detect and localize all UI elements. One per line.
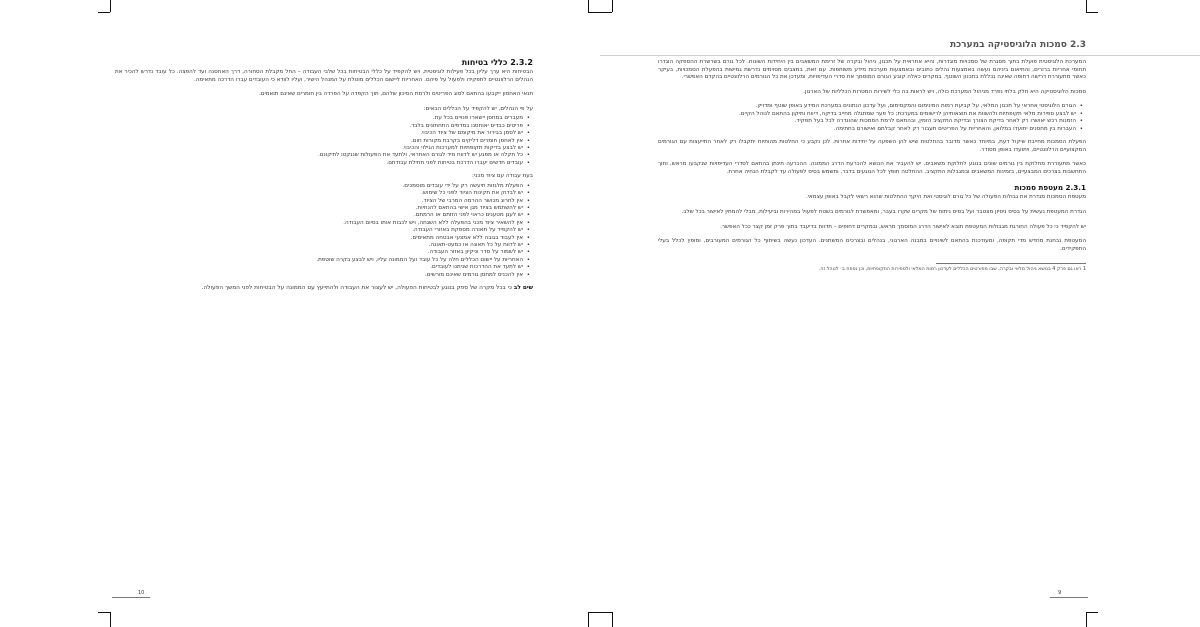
list-item: • העברות בין מחסנים יתועדו במלואן, והאחריות על הפריטים תעבור רק לאחר קבלתם ואישורם בחתימה. <box>658 126 1076 133</box>
list-item: • אין לעבוד בגובה ללא אמצעי אבטחה מתאימים. <box>115 235 523 242</box>
note-paragraph <box>115 285 533 293</box>
list-item: • כל תקלה או מפגע יש לדווח מיד לגורם האחראי, ולתעד את הפעולות שננקטו לתיקונם. <box>115 152 523 159</box>
list-item: • יש לדווח על כל תאונה או כמעט-תאונה. <box>115 242 523 249</box>
quote-paragraph: סמכות הלוגיסטיקה היא חלק בלתי נפרד מניהול המערכת כולה, ויש לראות בה כלי לשירות המטרות הכלליות של הארגון. <box>803 88 1086 95</box>
list-item: • יש לבדוק את תקינות הציוד לפני כל שימוש. <box>115 190 523 197</box>
left-page <box>115 58 533 300</box>
folio-rule-left <box>112 597 150 598</box>
body-paragraph: כאשר מתעוררת מחלוקת בין גורמים שונים בנוגע לחלוקת משאבים, יש להעביר את הנושא להכרעת הדרג הממונה. ההכרעה תינתן בהתאם לסדרי העדיפויות שנקבעו מראש, ותוך התחשבות בצרכים המבצעיים, בזמינות המשאבים ובמגבלות התקציב. ההחלטה תופץ לכל הנוגעים בדבר, ותשמש בסיס לפעולה עד לקבלת הנחיה אחרת. <box>658 161 1086 175</box>
list-item: • אין לאחסן חומרים דליקים בקרבת מקורות חום. <box>115 138 523 145</box>
list-item: • יש לסמן בבירור את מיקומם של ציוד הכיבוי. <box>115 130 523 137</box>
subsection-title: 2.3.1 מעטפת סמכות <box>1014 183 1086 193</box>
folio-right: 9 <box>1058 590 1062 596</box>
list-item: • הזמנות רכש יאושרו רק לאחר בדיקת הצורך ובדיקת התקציב הזמין, ובהתאם לרמת הסמכות שהוגדרה לכל בעל תפקיד. <box>658 118 1076 125</box>
list-item: • אין להשאיר ציוד מכני בהפעלה ללא השגחה, ויש לכבות אותו בסיום העבודה. <box>115 220 523 227</box>
crop-mark-top-center-v2 <box>612 0 613 12</box>
crop-mark-bottom-center-v1 <box>588 612 589 627</box>
crop-mark-bottom-center <box>588 612 612 613</box>
note-text: כי בכל מקרה של ספק בנוגע לבטיחות הפעולה, יש לעצור את העבודה ולהתייעץ עם הממונה על הבטיחות לפני המשך הפעולה. <box>201 285 512 292</box>
body-paragraph: יש להקפיד כי כל פעולה החורגת מגבולות המעטפת תובא לאישור הדרג המוסמך מראש, ובמקרים דחופים – תדווח בדיעבד בתוך פרק זמן קצר ככל האפשר. <box>720 223 1086 230</box>
list-item: • מעברים במחסן יישארו פנויים בכל עת. <box>115 115 523 122</box>
folio-rule-right <box>1050 597 1088 598</box>
section-title: 2.3.2 כללי בטיחות <box>461 58 533 67</box>
crop-mark-bottom-right-v <box>1086 612 1087 627</box>
list-item: • עובדים חדשים יעברו הדרכת בטיחות לפני תחילת עבודתם. <box>115 160 523 167</box>
right-bullet-list <box>658 103 1086 133</box>
left-bullet-list-1 <box>115 115 533 167</box>
crop-mark-top-right-v <box>1086 0 1087 12</box>
list-item: • יש להשתמש בציוד מגן אישי בהתאם להנחיות. <box>115 205 523 212</box>
list-item: • יש לבצע ספירות מלאי תקופתיות ולהשוות את תוצאותיהן לרישומים במערכת; כל פער שמתגלה מחייב בדיקה, דיווח ותיקון בהתאם לנוהל הקיים. <box>658 111 1076 118</box>
body-paragraph: הגדרת המעטפת נעשית על בסיס ניסיון מצטבר ועל בסיס ניתוח של מקרים שקרו בעבר, ומאפשרת לגורמים בשטח לפעול במהירות וביעילות, מבלי להמתין לאישור בכל שלב. <box>681 208 1086 215</box>
crop-mark-top-right-h <box>1086 12 1098 13</box>
body-paragraph: הבטיחות היא ערך עליון בכל פעילות לוגיסטית, ויש להקפיד על כללי הבטיחות בכל שלבי העבודה – החל מקבלת הסחורה, דרך האחסנה ועד להפצה. כל עובד נדרש להכיר את הנהלים הרלוונטיים לתפקידו ולפעול על פיהם. האחריות ליישום הכללים מוטלת על המנהל הישיר, ועליו לוודא כי העובדים עברו הדרכה מתאימה. <box>115 69 533 83</box>
list-item: • יש לבצע בדיקות תקופתיות למערכות הגילוי והכיבוי. <box>115 145 523 152</box>
body-paragraph: מעטפת הסמכות מגדרת את גבולות הפעולה של כל גורם לוגיסטי ואת היקף ההחלטות שהוא רשאי לקבל באופן עצמאי. <box>806 194 1086 201</box>
crop-mark-bottom-left-v <box>110 612 111 627</box>
body-paragraph: הפעלת הסמכות מחייבת שיקול דעת, במיוחד כאשר מדובר בהחלטות שיש להן השפעה על יחידות אחרות. לכן נקבע כי החלטות מהותיות יתקבלו רק לאחר התייעצות עם הגורמים המקצועיים הרלוונטיים, ויתועדו באופן מסודר. <box>658 139 1086 153</box>
note-label: שים לב <box>513 285 533 292</box>
list-item: • יש לתעד את ההדרכות שניתנו לעובדים. <box>115 264 523 271</box>
body-paragraph: תנאי האחסון ייקבעו בהתאם לסוג הפריטים ולרמת הסיכון שלהם, תוך הקפדה על הפרדה בין חומרים שאינם תואמים. <box>259 91 533 98</box>
list-item: • הגורם הלוגיסטי אחראי על תכנון המלאי, על קביעת רמות המינימום והמקסימום, ועל עדכון הנתונים במערכת המידע באופן שוטף ומדויק. <box>658 103 1076 110</box>
list-item: • פריטים כבדים יאוחסנו במדפים התחתונים בלבד. <box>115 123 523 130</box>
list-item: • האחריות על יישום הכללים חלה על כל עובד ועל הממונה עליו, ויש לבצע בקרה שוטפת. <box>115 257 523 264</box>
crop-mark-bottom-right-h <box>1086 612 1098 613</box>
list-item: • יש לשמור על סדר וניקיון באזור העבודה. <box>115 249 523 256</box>
list-item: • הפעלת מלגזות תיעשה רק על ידי עובדים מוסמכים. <box>115 183 523 190</box>
crop-mark-top-center-v1 <box>588 0 589 12</box>
crop-mark-top-left-v <box>110 0 111 12</box>
crop-mark-bottom-left-h <box>98 612 110 613</box>
folio-left: 10 <box>138 590 145 596</box>
crop-mark-bottom-center-v2 <box>612 612 613 627</box>
crop-mark-top-left-h <box>98 12 110 13</box>
crop-mark-top-center <box>588 12 612 13</box>
body-paragraph: המעטפת נבחנת מחדש מדי תקופה, ומעודכנת בהתאם לשינויים במבנה הארגוני, בנהלים ובצרכים המשתנים. העדכון נעשה בשיתוף כל הגורמים המעורבים, ומופץ לכלל בעלי התפקידים. <box>658 238 1086 252</box>
footnote: 1 ראו גם פרק 4 בנושא ניהול מלאי ובקרה, שבו מפורטים הכללים לעדכון רמות המלאי ולספירות התקופתיות, וכן נספח ב׳ לנוהל זה. <box>818 267 1086 273</box>
list-item: • אין לחרוג מכושר ההרמה המרבי של הציוד. <box>115 198 523 205</box>
list-intro: בעת עבודה עם ציוד מכני: <box>472 173 533 180</box>
list-item: • יש להקפיד על תאורה מספקת באזורי העבודה. <box>115 227 523 234</box>
list-item: • יש לעגן מטענים כראוי לפני הזזתם או הרמתם. <box>115 212 523 219</box>
footnote-rule <box>936 263 1086 264</box>
running-head: 2.3 סמכות הלוגיסטיקה במערכת <box>949 40 1086 50</box>
intro-paragraph: המערכת הלוגיסטית פועלת בתוך מסגרת של סמכויות מוגדרות, והיא אחראית על תכנון, ניהול ובקרה של זרימת המשאבים בין היחידות השונות. לכל גורם בשרשרת ההספקה הוגדרו תחומי אחריות ברורים, והתיאום ביניהם נעשה באמצעות נהלים כתובים ובאמצעות מערכות מידע משותפות. עם זאת, במצבים מסוימים נדרשת גמישות בהפעלת הסמכויות, בעיקר כאשר מתעוררת דרישה דחופה שאינה נכללת בתכנון השוטף. במקרים כאלה קובע הגורם המוסמך את סדרי העדיפויות, ומעדכן את כל הגורמים הרלוונטיים בהקדם האפשרי. <box>658 59 1086 81</box>
left-bullet-list-2 <box>115 183 533 279</box>
right-page <box>658 40 1086 274</box>
list-item: • אין להכניס למחסן גורמים שאינם מורשים. <box>115 272 523 279</box>
list-intro: על פי הנהלים, יש להקפיד על הכללים הבאים: <box>423 105 533 112</box>
